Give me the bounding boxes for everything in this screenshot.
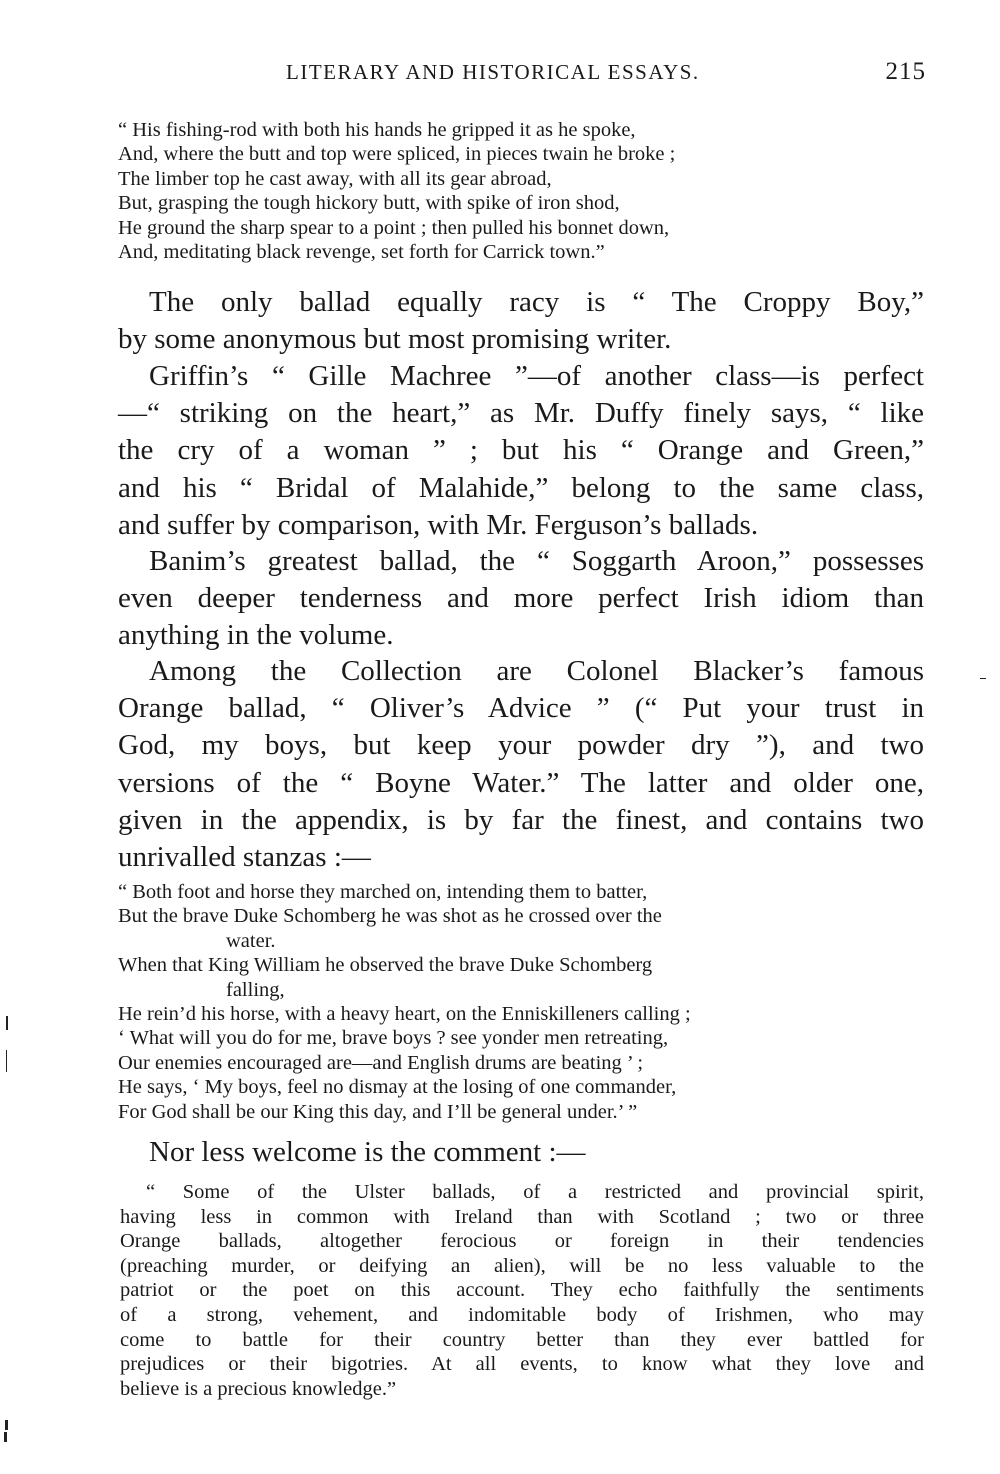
text-line: Nor less welcome is the comment :— [149, 1136, 586, 1168]
scan-margin-mark [5, 1420, 8, 1430]
verse-line: “ His fishing-rod with both his hands he gripped it as he spoke, [118, 119, 636, 141]
verse-line: He rein’d his horse, with a heavy heart, on the Enniskilleners calling ; [118, 1003, 691, 1026]
text-line: given in the appendix, is by far the finest, and contains two [118, 803, 924, 836]
scan-margin-mark [6, 1050, 7, 1072]
text-line: anything in the volume. [118, 619, 394, 652]
page-header [118, 60, 926, 90]
paragraph-comment-intro [118, 1134, 924, 1171]
quote-line: believe is a precious knowledge.” [120, 1377, 397, 1400]
quote-line: having less in common with Ireland than with Scotland ; two or three [120, 1205, 924, 1228]
verse-line: But, grasping the tough hickory butt, with spike of iron shod, [118, 192, 620, 215]
quoted-comment [120, 1180, 924, 1401]
verse-line: And, meditating black revenge, set forth for Carrick town.” [118, 241, 605, 264]
verse-line: “ Both foot and horse they marched on, intending them to batter, [118, 881, 648, 903]
quote-line: prejudices or their bigotries. At all events, to know what they love and [120, 1353, 924, 1376]
quote-line: (preaching murder, or deifying an alien), will be no less valuable to the [120, 1254, 924, 1277]
text-line: God, my boys, but keep your powder dry ”), and two [118, 729, 924, 762]
text-line: Griffin’s “ Gille Machree ”—of another class—is perfect [149, 360, 924, 392]
quote-line: of a strong, vehement, and indomitable body of Irishmen, who may [120, 1303, 924, 1326]
verse-line-continuation: water. [226, 929, 276, 952]
verse-line: The limber top he cast away, with all its gear abroad, [118, 167, 552, 190]
running-title: LITERARY AND HISTORICAL ESSAYS. [286, 60, 700, 84]
verse-line: And, where the butt and top were spliced, in pieces twain he broke ; [118, 143, 676, 166]
verse-line: For God shall be our King this day, and I’ll be general under.’ ” [118, 1100, 638, 1123]
scan-margin-mark [6, 1016, 8, 1030]
paragraph-banim [118, 543, 924, 655]
quote-line: Orange ballads, altogether ferocious or foreign in their tendencies [120, 1230, 924, 1253]
paragraph-collection [118, 653, 924, 876]
text-line: unrivalled stanzas :— [118, 841, 371, 874]
verse-line: He ground the sharp spear to a point ; then pulled his bonnet down, [118, 216, 670, 239]
text-line: and suffer by comparison, with Mr. Ferguson’s ballads. [118, 508, 759, 541]
text-line: Orange ballad, “ Oliver’s Advice ” (“ Put your trust in [118, 692, 924, 725]
text-line: Banim’s greatest ballad, the “ Soggarth Aroon,” possesses [149, 545, 924, 577]
text-line: —“ striking on the heart,” as Mr. Duffy finely says, “ like [118, 397, 924, 430]
quote-line: “ Some of the Ulster ballads, of a restricted and provincial spirit, [146, 1181, 924, 1203]
verse-block-fishing-rod [118, 118, 926, 264]
text-line: by some anonymous but most promising writer. [118, 323, 672, 356]
text-line: The only ballad equally racy is “ The Croppy Boy,” [149, 286, 924, 318]
quote-line: patriot or the poet on this account. They echo faithfully the sentiments [120, 1279, 924, 1302]
verse-line: He says, ‘ My boys, feel no dismay at the losing of one commander, [118, 1076, 677, 1099]
text-line: versions of the “ Boyne Water.” The latter and older one, [118, 766, 924, 799]
verse-line-continuation: falling, [226, 978, 285, 1001]
verse-line: Our enemies encouraged are—and English drums are beating ’ ; [118, 1051, 644, 1074]
text-line: even deeper tenderness and more perfect Irish idiom than [118, 582, 924, 615]
text-line: Among the Collection are Colonel Blacker’s famous [149, 655, 924, 687]
text-line: the cry of a woman ” ; but his “ Orange and Green,” [118, 434, 924, 467]
quote-line: come to battle for their country better than they ever battled for [120, 1328, 924, 1351]
verse-line: But the brave Duke Schomberg he was shot as he crossed over the [118, 905, 662, 928]
verse-line: When that King William he observed the brave Duke Schomberg [118, 954, 653, 977]
verse-line: ‘ What will you do for me, brave boys ? see yonder men retreating, [118, 1027, 669, 1050]
verse-block-boyne-water [118, 880, 926, 1124]
paragraph-griffin [118, 358, 924, 544]
paragraph-croppy-boy [118, 284, 924, 358]
scan-margin-mark [980, 678, 986, 679]
text-line: and his “ Bridal of Malahide,” belong to the same class, [118, 471, 924, 504]
page-number: 215 [885, 58, 926, 85]
scan-margin-mark [4, 1432, 7, 1442]
